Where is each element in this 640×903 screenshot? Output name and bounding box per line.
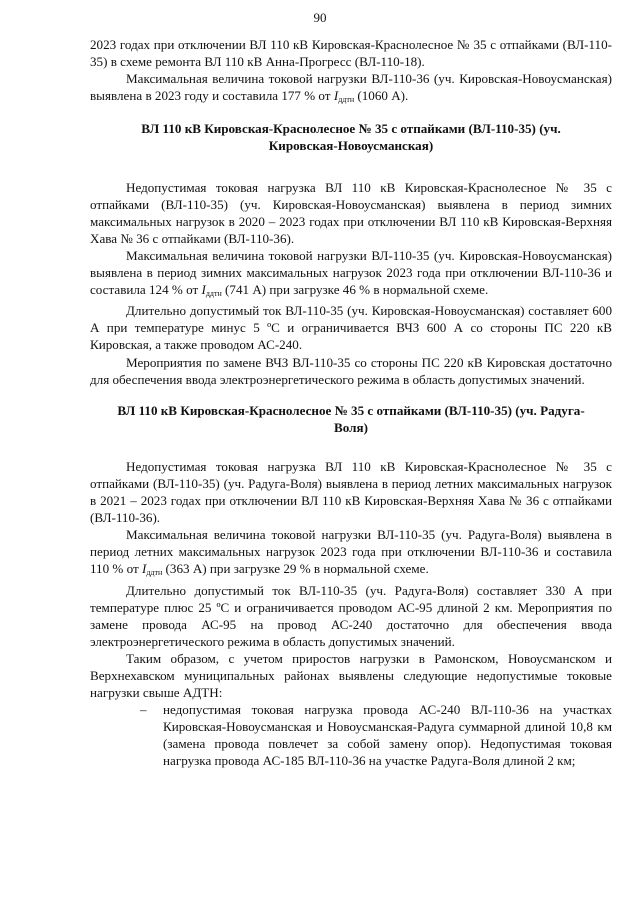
paragraph: Мероприятия по замене ВЧЗ ВЛ-110-35 со стороны ПС 220 кВ Кировская достаточно для обеспечения ввода электроэнергетического режима в область допустимых значений. [90,354,612,387]
paragraph-max-load-vl-110-35 [90,247,612,302]
paragraph: Длительно допустимый ток ВЛ-110-35 (уч. Кировская-Новоусманская) составляет 600 А при температуре минус 5 ºС и ограничивается ВЧЗ 600 А со стороны ПС 220 кВ Кировская, а также проводом АС-240. [90,303,612,353]
paragraph-max-load-vl-110-36 [90,70,612,108]
text-run: Максимальная величина токовой нагрузки ВЛ-110-36 (уч. Кировская-Новоусманская) выявлена в 2023 году и составила 177 % от [90,71,612,104]
document-body [90,36,612,770]
text-run: (363 А) при загрузке 29 % в нормальной схеме. [162,561,429,577]
current-symbol: I [141,561,147,577]
text-run: (1060 А). [354,88,409,104]
current-symbol: I [333,88,339,104]
paragraph: Недопустимая токовая нагрузка ВЛ 110 кВ Кировская-Краснолесное № 35 с отпайками (ВЛ-110-35) (уч. Кировская-Новоусманская) выявлена в период зимних максимальных нагрузок в 2020 – 2023 годах при отключении ВЛ 110 кВ Кировская-Верхняя Хава № 36 с отпайками (ВЛ-110-36). [90,179,612,246]
text-run: (741 А) при загрузке 46 % в нормальной схеме. [221,282,489,298]
paragraph-summary: Таким образом, с учетом приростов нагрузки в Рамонском, Новоусманском и Верхнехавском муниципальных районах выявлены следующие недопустимые токовые нагрузки свыше АДТН: [90,650,612,701]
page-number: 90 [313,10,327,25]
section-heading-raduga-volya: ВЛ 110 кВ Кировская-Краснолесное № 35 с отпайками (ВЛ-110-35) (уч. Радуга-Воля) [117,402,585,435]
list-item: – недопустимая токовая нагрузка провода АС-240 ВЛ-110-36 на участках Кировская-Новоусманская и Новоусманская-Радуга суммарной длиной 10,8 км (замена провода повлечет за собой замену опор). Недопустимая токовая нагрузка провода АС-185 ВЛ-110-36 на участке Радуга-Воля длиной 2 км; [163,701,612,769]
paragraph: 2023 годах при отключении ВЛ 110 кВ Кировская-Краснолесное № 35 с отпайками (ВЛ-110-35) в схеме ремонта ВЛ 110 кВ Анна-Прогресс (ВЛ-110-18). [90,37,612,70]
current-symbol-subscript: ддтн [146,568,163,578]
text-run: Максимальная величина токовой нагрузки ВЛ-110-35 (уч. Радуга-Воля) выявлена в период летних максимальных нагрузок 2023 года при отключении ВЛ-110-36 и составила 110 % от [90,527,612,577]
current-symbol: I [201,282,206,298]
section-heading-kirovskaya-novousmanskaya: ВЛ 110 кВ Кировская-Краснолесное № 35 с отпайками (ВЛ-110-35) (уч. Кировская-Новоусманская) [141,121,561,154]
overload-list [90,701,612,769]
paragraph: Длительно допустимый ток ВЛ-110-35 (уч. Радуга-Воля) составляет 330 А при температуре плюс 25 ºС и ограничивается проводом АС-95 длиной 2 км. Мероприятия по замене провода АС-95 на провод АС-240 достаточно для обеспечения ввода электроэнергетического режима в область допустимых значений. [90,582,612,649]
current-symbol-subscript: ддтн [205,289,222,299]
text-run: Максимальная величина токовой нагрузки ВЛ-110-35 (уч. Кировская-Новоусманская) выявлена в период зимних максимальных нагрузок 2023 года при отключении ВЛ-110-36 и составила 124 % от [90,247,612,298]
current-symbol-subscript: ддтн [338,95,355,105]
paragraph: Недопустимая токовая нагрузка ВЛ 110 кВ Кировская-Краснолесное № 35 с отпайками (ВЛ-110-35) (уч. Радуга-Воля) выявлена в период летних максимальных нагрузок в 2021 – 2023 годах при отключении ВЛ 110 кВ Кировская-Верхняя Хава № 36 с отпайками (ВЛ-110-36). [90,458,612,526]
paragraph-max-load-raduga-volya [90,526,612,581]
